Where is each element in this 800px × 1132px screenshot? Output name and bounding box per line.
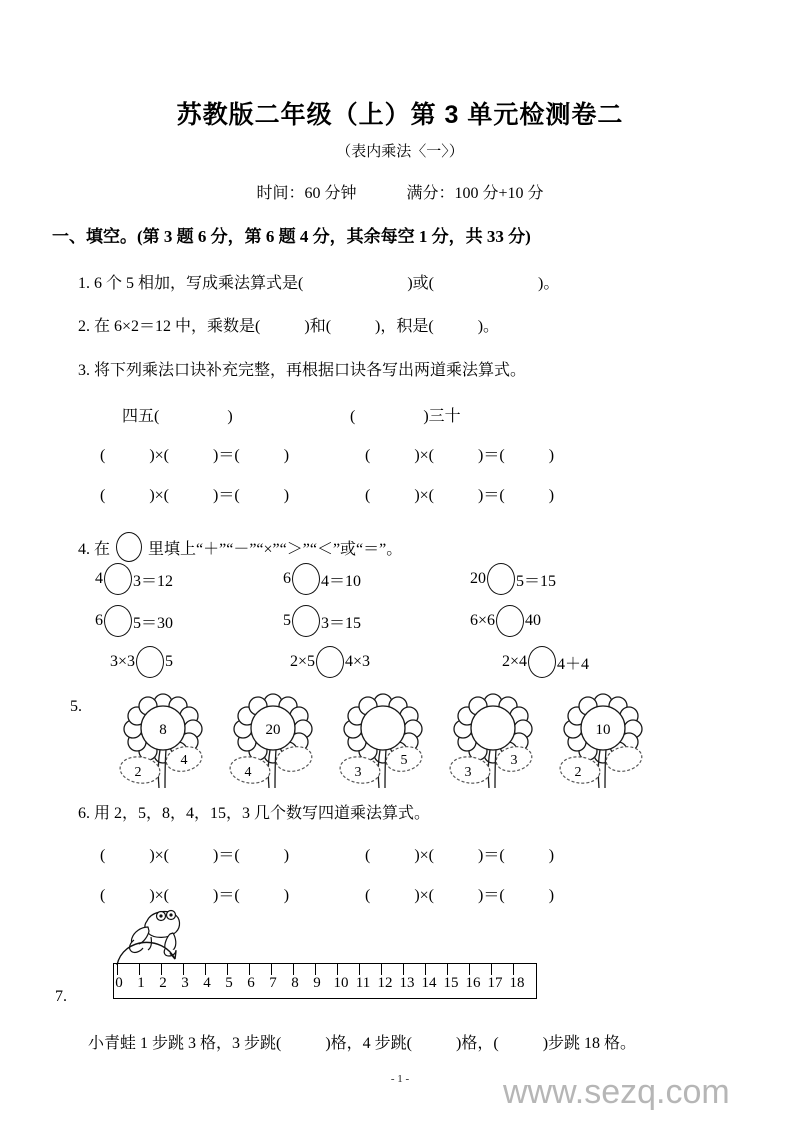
numberline-tick-label: 5 <box>225 975 233 991</box>
operand-left: 6 <box>95 612 103 629</box>
question-7-text-c: )格，( <box>456 1035 499 1052</box>
paren-close: ) <box>548 447 555 464</box>
numberline-tick-label: 4 <box>203 975 211 991</box>
flower-icon <box>438 690 548 795</box>
question-7-text-d: )步跳 18 格。 <box>542 1035 637 1052</box>
operand-right: 3＝15 <box>321 614 362 632</box>
operator-circle-icon[interactable] <box>116 532 142 562</box>
operator-circle-icon[interactable] <box>136 646 164 678</box>
operator-circle-icon[interactable] <box>496 605 524 637</box>
operand-right: 5＝30 <box>133 614 174 632</box>
question-6-formula-r2c2 <box>365 882 554 905</box>
chant-left-text-b: ) <box>227 408 233 425</box>
operand-right: 40 <box>525 612 542 629</box>
question-4-item <box>110 646 173 678</box>
question-4-item <box>95 563 173 595</box>
question-3-number: 3. <box>78 362 90 379</box>
question-2-text-d: )。 <box>477 318 500 335</box>
operand-right: 4×3 <box>345 653 371 670</box>
page-subtitle: （表内乘法〈一〉） <box>336 143 464 160</box>
paren-close: ) <box>283 847 290 864</box>
flower-leaf-left-value: 4 <box>244 765 252 780</box>
total-score: 满分：100 分+10 分 <box>406 185 544 202</box>
question-4-item <box>283 605 361 637</box>
question-6-formula-r1c1 <box>100 842 289 865</box>
paren-close: ) <box>283 447 290 464</box>
numberline-tick-label: 15 <box>443 975 459 991</box>
question-7-text <box>88 1030 636 1053</box>
paren-times: )×( <box>414 847 435 864</box>
numberline-tick-label: 2 <box>159 975 167 991</box>
paren-equals: )＝( <box>213 487 240 504</box>
operand-left: 3×3 <box>110 653 136 670</box>
numberline-tick-label: 9 <box>313 975 321 991</box>
paren-equals: )＝( <box>213 447 240 464</box>
operand-left: 6 <box>283 570 291 587</box>
flower-item[interactable] <box>108 690 218 795</box>
question-4-item <box>502 646 589 678</box>
paren-open: ( <box>100 447 106 464</box>
question-7-numberline <box>113 905 543 1005</box>
paren-times: )×( <box>414 487 435 504</box>
operator-circle-icon[interactable] <box>292 605 320 637</box>
section-heading: 一、填空。(第 3 题 6 分，第 6 题 4 分，其余每空 1 分，共 33 分) <box>52 227 531 246</box>
operand-left: 2×5 <box>290 653 316 670</box>
question-3-formula-r2c2 <box>365 482 554 505</box>
paren-equals: )＝( <box>478 887 505 904</box>
paren-equals: )＝( <box>478 847 505 864</box>
chant-right-text-a: ( <box>350 408 356 425</box>
numberline-tick-label: 11 <box>355 975 371 991</box>
question-3-formula-r1c2 <box>365 442 554 465</box>
flower-icon <box>108 690 218 795</box>
operator-circle-icon[interactable] <box>487 563 515 595</box>
page-number: - 1 - <box>390 1073 410 1085</box>
paren-equals: )＝( <box>478 447 505 464</box>
paren-times: )×( <box>149 887 170 904</box>
paren-open: ( <box>365 847 371 864</box>
flower-center-value: 8 <box>159 722 167 738</box>
question-5-flower-row <box>100 690 660 795</box>
question-1 <box>78 270 559 293</box>
numberline-tick-label: 13 <box>399 975 415 991</box>
operand-right: 5 <box>165 653 174 670</box>
question-4 <box>78 532 402 562</box>
flower-leaf-left-value: 3 <box>464 765 472 780</box>
operator-circle-icon[interactable] <box>292 563 320 595</box>
question-7-number: 7. <box>55 988 67 1005</box>
question-3-chant-left <box>122 403 233 426</box>
question-3 <box>78 357 526 380</box>
chant-left-text-a: 四五( <box>122 408 160 425</box>
exam-meta <box>0 180 800 203</box>
question-7-text-a: 小青蛙 1 步跳 3 格，3 步跳( <box>88 1035 282 1052</box>
flower-leaf-right-value: 5 <box>400 753 408 768</box>
numberline-tick-label: 18 <box>509 975 525 991</box>
paren-close: ) <box>548 487 555 504</box>
flower-item[interactable] <box>218 690 328 795</box>
question-4-prompt-b: 里填上“＋”“－”“×”“＞”“＜”或“＝”。 <box>148 541 403 558</box>
question-2 <box>78 313 499 336</box>
paren-equals: )＝( <box>478 487 505 504</box>
question-2-number: 2. <box>78 318 90 335</box>
paren-times: )×( <box>149 447 170 464</box>
operand-left: 20 <box>470 570 486 587</box>
numberline-tick-label: 0 <box>115 975 123 991</box>
question-4-item <box>470 563 556 595</box>
operand-right: 4＝10 <box>321 572 362 590</box>
operand-left: 4 <box>95 570 103 587</box>
paren-open: ( <box>100 887 106 904</box>
numberline-tick-label: 12 <box>377 975 393 991</box>
question-2-text-c: )，积是( <box>375 318 434 335</box>
paren-equals: )＝( <box>213 887 240 904</box>
paren-times: )×( <box>414 887 435 904</box>
paren-open: ( <box>100 847 106 864</box>
jump-arc-icon <box>113 931 193 967</box>
question-4-item <box>283 563 361 595</box>
site-watermark: www.sezq.com <box>503 1073 730 1111</box>
question-4-item <box>95 605 173 637</box>
paren-times: )×( <box>414 447 435 464</box>
paren-close: ) <box>548 847 555 864</box>
flower-center-value: 20 <box>265 722 281 738</box>
question-2-text-b: )和( <box>304 318 332 335</box>
flower-leaf-left-value: 2 <box>574 765 582 780</box>
flower-center-value: 10 <box>595 722 611 738</box>
time-limit: 时间：60 分钟 <box>256 185 357 202</box>
question-1-text-b: )或( <box>407 275 435 292</box>
flower-leaf-right-value: 3 <box>510 753 518 768</box>
flower-leaf-right-value: 4 <box>180 753 188 768</box>
paren-open: ( <box>365 447 371 464</box>
question-1-text-c: )。 <box>538 275 560 292</box>
operand-left: 2×4 <box>502 653 528 670</box>
question-3-formula-r1c1 <box>100 442 289 465</box>
question-5-number-wrap <box>70 698 82 716</box>
question-6-number: 6. <box>78 805 90 822</box>
paren-equals: )＝( <box>213 847 240 864</box>
operator-circle-icon[interactable] <box>528 646 556 678</box>
question-3-chant-right <box>350 403 461 426</box>
operand-right: 5＝15 <box>516 572 557 590</box>
question-6-formula-r1c2 <box>365 842 554 865</box>
paren-times: )×( <box>149 487 170 504</box>
numberline-tick-label: 10 <box>333 975 349 991</box>
numberline-tick-label: 6 <box>247 975 255 991</box>
paren-open: ( <box>365 887 371 904</box>
question-5-number: 5. <box>70 698 82 715</box>
question-7-text-b: )格，4 步跳( <box>325 1035 413 1052</box>
flower-leaf-left-value: 2 <box>134 765 142 780</box>
numberline-tick-label: 7 <box>269 975 277 991</box>
question-4-number: 4. <box>78 541 90 558</box>
question-4-prompt-a: 在 <box>94 541 111 558</box>
question-6 <box>78 800 430 823</box>
numberline-tick-label: 3 <box>181 975 189 991</box>
numberline-tick-label: 17 <box>487 975 503 991</box>
question-1-number: 1. <box>78 275 90 292</box>
flower-icon <box>328 690 438 795</box>
operator-circle-icon[interactable] <box>104 605 132 637</box>
paren-close: ) <box>548 887 555 904</box>
flower-icon <box>218 690 328 795</box>
paren-open: ( <box>100 487 106 504</box>
operand-right: 3＝12 <box>133 572 174 590</box>
operator-circle-icon[interactable] <box>316 646 344 678</box>
question-2-text-a: 在 6×2＝12 中，乘数是( <box>94 318 261 335</box>
question-4-item <box>470 605 541 637</box>
paren-close: ) <box>283 487 290 504</box>
flower-item[interactable] <box>438 690 548 795</box>
operator-circle-icon[interactable] <box>104 563 132 595</box>
chant-right-text-b: )三十 <box>423 408 461 425</box>
flower-leaf-left-value: 3 <box>354 765 362 780</box>
operand-right: 4＋4 <box>557 655 590 673</box>
paren-close: ) <box>283 887 290 904</box>
question-3-prompt: 将下列乘法口诀补充完整，再根据口诀各写出两道乘法算式。 <box>94 362 527 379</box>
question-1-text-a: 6 个 5 相加，写成乘法算式是( <box>94 275 304 292</box>
question-7-number-wrap <box>55 988 67 1006</box>
numberline-tick-label: 8 <box>291 975 299 991</box>
question-6-prompt: 用 2，5，8，4，15，3 几个数写四道乘法算式。 <box>94 805 431 822</box>
question-6-formula-r2c1 <box>100 882 289 905</box>
paren-times: )×( <box>149 847 170 864</box>
flower-icon <box>548 690 658 795</box>
flower-item[interactable] <box>328 690 438 795</box>
numberline-tick-label: 14 <box>421 975 437 991</box>
numberline-tick-label: 1 <box>137 975 145 991</box>
operand-left: 6×6 <box>470 612 496 629</box>
question-3-formula-r2c1 <box>100 482 289 505</box>
operand-left: 5 <box>283 612 291 629</box>
page-title: 苏教版二年级（上）第 3 单元检测卷二 <box>176 101 624 129</box>
paren-open: ( <box>365 487 371 504</box>
numberline-tick-label: 16 <box>465 975 481 991</box>
flower-item[interactable] <box>548 690 658 795</box>
question-4-item <box>290 646 370 678</box>
